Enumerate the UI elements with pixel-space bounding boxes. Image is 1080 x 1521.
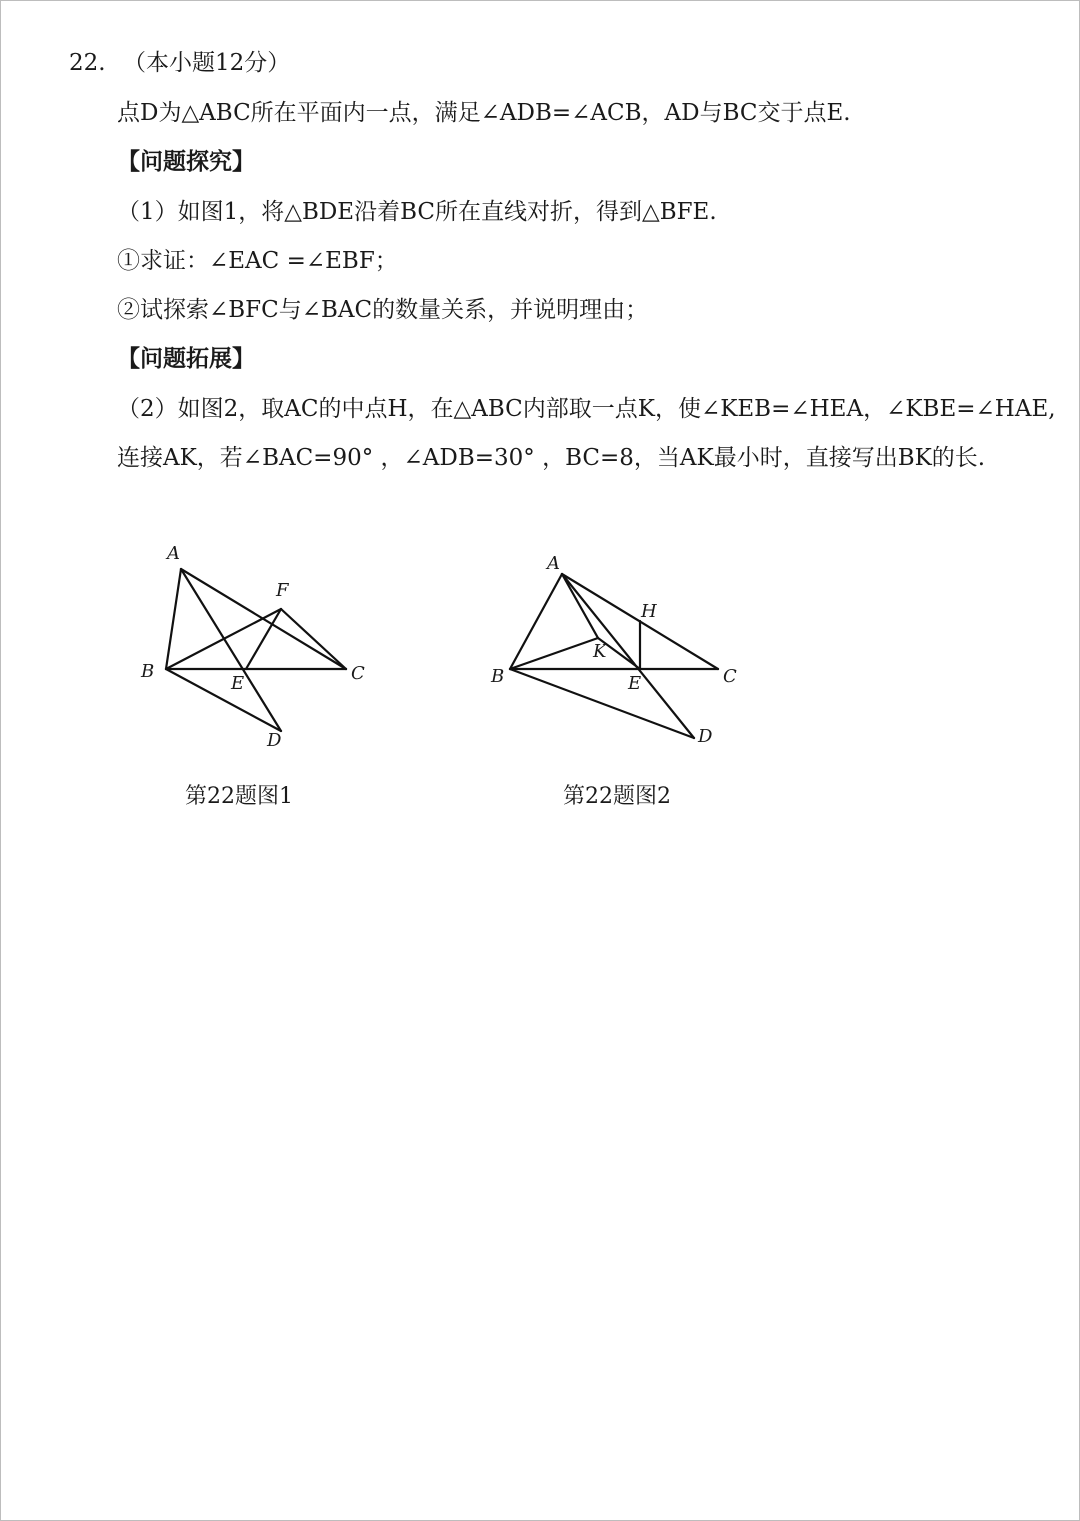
fig2-label-H: H <box>641 601 657 622</box>
fig2-label-E: E <box>628 673 642 694</box>
fig1-label-A: A <box>167 543 180 564</box>
section-title-explore: 【问题探究】 <box>117 148 255 175</box>
fig1-label-B: B <box>141 661 155 682</box>
fig2-label-K: K <box>593 641 607 662</box>
figure2-lines <box>510 574 718 738</box>
segment2-AK <box>562 574 598 638</box>
fig2-label-C: C <box>723 666 737 687</box>
fig1-label-F: F <box>276 580 289 601</box>
fig1-label-D: D <box>267 730 282 751</box>
fig2-label-A: A <box>547 553 560 574</box>
part1-item1: ①求证：∠EAC =∠EBF； <box>117 248 398 274</box>
part2-line2: 连接AK，若∠BAC=90° ，∠ADB=30° ，BC=8，当AK最小时，直接写出BK的长. <box>117 445 986 471</box>
question-number: 22. <box>69 50 106 76</box>
question-points: （本小题12分） <box>123 50 291 76</box>
part1-item2: ②试探索∠BFC与∠BAC的数量关系，并说明理由； <box>117 297 649 323</box>
problem-intro: 点D为△ABC所在平面内一点，满足∠ADB=∠ACB，AD与BC交于点E. <box>117 100 851 126</box>
segment-FC <box>281 609 346 669</box>
segment-AB <box>166 569 181 669</box>
segment-BD <box>166 669 281 731</box>
fig1-label-C: C <box>351 663 365 684</box>
segment-AD <box>181 569 281 731</box>
part2-line1: （2）如图2，取AC的中点H，在△ABC内部取一点K，使∠KEB=∠HEA，∠KBE=∠HAE, <box>117 396 1056 422</box>
figure1-caption: 第22题图1 <box>185 784 293 809</box>
figure1-diagram <box>1 1 1080 1521</box>
figure2-caption: 第22题图2 <box>563 784 671 809</box>
fig2-label-B: B <box>491 666 505 687</box>
section-title-extend: 【问题拓展】 <box>117 345 255 372</box>
fig2-label-D: D <box>698 726 713 747</box>
segment2-AB <box>510 574 562 669</box>
figure1-lines <box>166 569 346 731</box>
part1-statement: （1）如图1，将△BDE沿着BC所在直线对折，得到△BFE. <box>117 199 717 225</box>
fig1-label-E: E <box>231 673 245 694</box>
